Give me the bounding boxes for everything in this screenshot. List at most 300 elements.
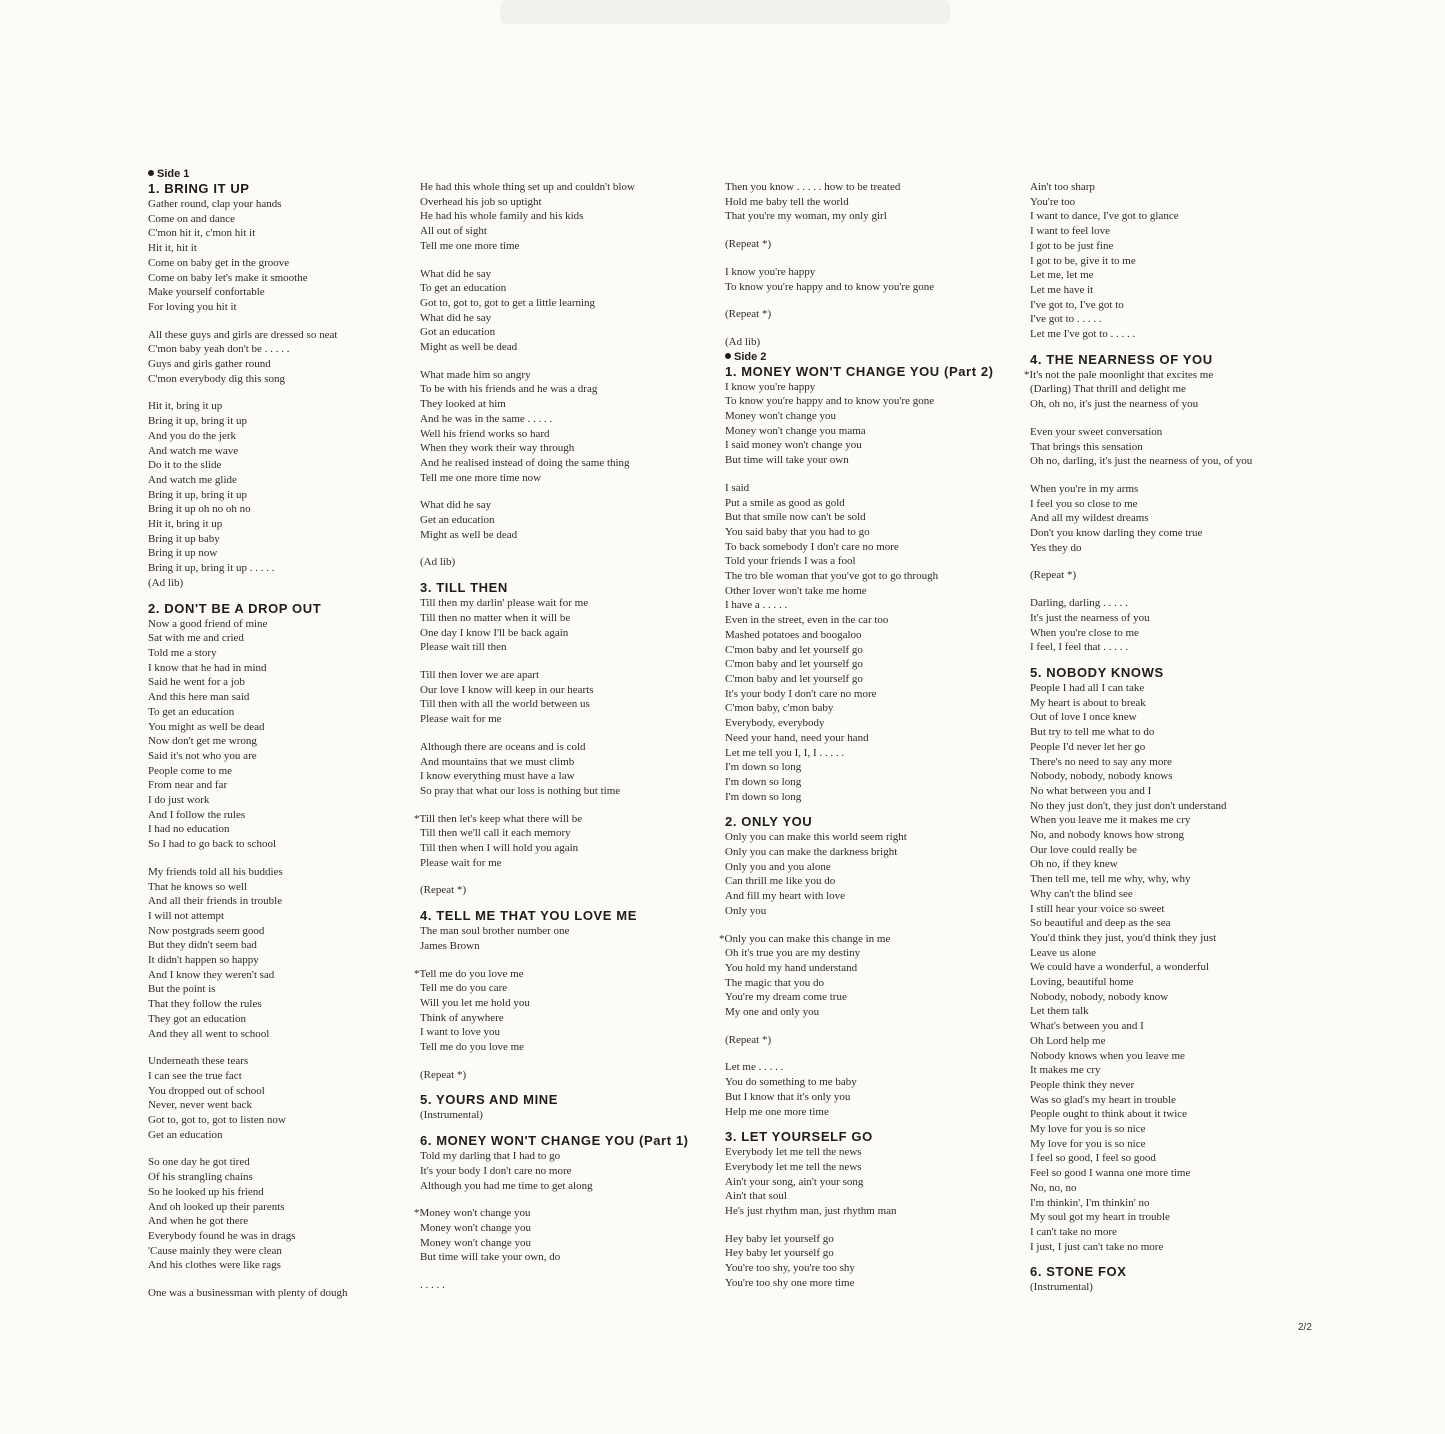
lyric-line: Ain't that soul xyxy=(725,1190,787,1203)
lyric-line: My love for you is so nice xyxy=(1030,1123,1146,1136)
top-faint-mark xyxy=(500,0,950,24)
lyric-line: I know you're happy xyxy=(725,380,816,393)
lyric-line: Mashed potatoes and boogaloo xyxy=(725,628,862,641)
lyric-line: And they all went to school xyxy=(148,1027,270,1040)
lyric-line: To back somebody I don't care no more xyxy=(725,540,899,553)
lyrics-column-2 xyxy=(414,167,710,1293)
lyric-stanza xyxy=(1024,368,1330,412)
lyric-line: But that smile now can't be sold xyxy=(725,511,866,524)
lyric-line: Loving, beautiful home xyxy=(1030,976,1134,989)
song-title: 5. NOBODY KNOWS xyxy=(1030,664,1164,680)
lyric-line: Other lover won't take me home xyxy=(725,584,867,597)
lyric-line: Come on baby get in the groove xyxy=(148,256,290,269)
lyrics-column-4 xyxy=(1024,167,1330,1295)
lyric-stanza xyxy=(725,265,1021,294)
lyric-stanza xyxy=(414,1206,710,1265)
lyric-line: Got to, got to, got to listen now xyxy=(148,1114,286,1127)
lyric-line: Sat with me and cried xyxy=(148,632,244,645)
lyric-line: You'd think they just, you'd think they just xyxy=(1030,931,1217,944)
lyric-stanza xyxy=(420,596,710,655)
lyric-stanza xyxy=(414,967,710,1055)
lyric-line: Guys and girls gather round xyxy=(148,358,271,371)
lyric-line: There's no need to say any more xyxy=(1030,755,1172,768)
lyric-line: Bring it up, bring it up xyxy=(148,488,247,501)
song-title: 1. BRING IT UP xyxy=(148,181,250,196)
lyric-line: No, and nobody knows how strong xyxy=(1030,829,1184,842)
lyric-line: And I know they weren't sad xyxy=(148,968,275,981)
lyric-stanza xyxy=(725,1060,1021,1119)
lyric-line: Bring it up oh no oh no xyxy=(148,503,251,516)
lyric-line: Oh no, darling, it's just the nearness of you, of you xyxy=(1030,455,1253,468)
lyric-line: Hit it, bring it up xyxy=(148,518,223,531)
lyric-line: That brings this sensation xyxy=(1030,440,1143,453)
lyrics-column-1 xyxy=(148,167,410,1301)
lyric-line: That you're my woman, my only girl xyxy=(725,210,887,223)
lyric-line: I know everything must have a law xyxy=(420,770,575,783)
lyric-line: Hit it, hit it xyxy=(148,242,197,255)
lyric-line: People think they never xyxy=(1030,1078,1135,1091)
lyric-line: To be with his friends and he was a drag xyxy=(420,383,598,396)
lyric-line: I got to be, give it to me xyxy=(1030,254,1136,267)
lyric-line: Till then when I will hold you again xyxy=(420,842,579,855)
lyric-line: C'mon baby and let yourself go xyxy=(725,658,863,671)
lyric-line: *Only you can make this change in me xyxy=(719,932,891,945)
lyric-stanza xyxy=(148,1054,410,1142)
lyric-line: Let me have it xyxy=(1030,283,1094,296)
lyric-line: And he was in the same . . . . . xyxy=(420,412,553,425)
lyric-line: It didn't happen so happy xyxy=(148,954,259,967)
lyric-line: You hold my hand understand xyxy=(725,961,858,974)
lyric-line: And this here man said xyxy=(148,691,250,704)
lyric-line: When you're in my arms xyxy=(1030,482,1139,495)
lyric-line: Everybody let me tell the news xyxy=(725,1160,862,1173)
lyric-line: Put a smile as good as gold xyxy=(725,496,845,509)
lyric-line: And I follow the rules xyxy=(148,808,246,821)
lyric-line: I want to feel love xyxy=(1030,225,1111,238)
lyric-line: Hey baby let yourself go xyxy=(725,1247,834,1260)
lyric-line: I feel, I feel that . . . . . xyxy=(1030,641,1129,654)
lyric-line: They got an education xyxy=(148,1012,247,1025)
lyric-line: Till then no matter when it will be xyxy=(420,611,571,624)
lyric-line: Although there are oceans and is cold xyxy=(420,740,586,753)
lyric-stanza xyxy=(420,555,710,570)
lyric-line: But try to tell me what to do xyxy=(1030,726,1155,739)
lyric-line: For loving you hit it xyxy=(148,300,237,313)
lyric-line: So he looked up his friend xyxy=(148,1185,264,1198)
song-title: 6. STONE FOX xyxy=(1030,1264,1127,1280)
lyric-line: C'mon everybody dig this song xyxy=(148,372,286,385)
lyric-line: Only you can make the darkness bright xyxy=(725,846,898,859)
lyric-stanza xyxy=(1030,482,1330,556)
lyric-stanza xyxy=(725,335,1021,350)
lyric-line: You're my dream come true xyxy=(725,991,847,1004)
lyric-line: Money won't change you xyxy=(725,410,837,423)
lyric-line: To get an education xyxy=(420,282,507,295)
lyric-line: I'm down so long xyxy=(725,775,802,788)
lyric-line: Ain't your song, ain't your song xyxy=(725,1175,864,1188)
lyric-stanza xyxy=(414,812,710,871)
record-disc-icon xyxy=(148,170,154,176)
lyric-line: Our love I know will keep in our hearts xyxy=(420,683,594,696)
lyric-line: Ain't too sharp xyxy=(1030,181,1095,193)
lyric-line: Hey baby let yourself go xyxy=(725,1232,834,1245)
lyric-stanza xyxy=(148,617,410,852)
song-title: 2. DON'T BE A DROP OUT xyxy=(148,600,322,616)
lyric-line: And watch me glide xyxy=(148,473,237,486)
lyric-line: They looked at him xyxy=(420,398,506,411)
record-disc-icon xyxy=(725,353,731,359)
lyric-line: Don't you know darling they come true xyxy=(1030,527,1203,540)
lyric-stanza xyxy=(725,481,1021,804)
lyric-line: And his clothes were like rags xyxy=(148,1259,281,1272)
lyric-line: Only you xyxy=(725,904,767,917)
lyric-line: One day I know I'll be back again xyxy=(420,626,569,639)
lyric-line: What made him so angry xyxy=(420,368,531,381)
lyric-line: Never, never went back xyxy=(148,1099,253,1112)
lyric-line: People ought to think about it twice xyxy=(1030,1108,1188,1121)
lyric-stanza xyxy=(148,197,410,315)
lyric-stanza xyxy=(420,1278,710,1293)
lyric-line: I said money won't change you xyxy=(725,439,862,452)
lyric-stanza xyxy=(420,1108,710,1123)
lyric-line: I'm down so long xyxy=(725,790,802,803)
lyric-line: Out of love I once knew xyxy=(1030,711,1137,724)
lyric-line: The tro ble woman that you've got to go through xyxy=(725,570,939,583)
lyric-line: (Darling) That thrill and delight me xyxy=(1030,383,1186,396)
lyric-line: From near and far xyxy=(148,779,228,792)
lyric-line: Got an education xyxy=(420,326,496,339)
lyric-line: And all their friends in trouble xyxy=(148,895,283,908)
lyric-line: Darling, darling . . . . . xyxy=(1030,597,1128,610)
lyric-line: Money won't change you xyxy=(420,1236,532,1249)
lyric-line: Bring it up now xyxy=(148,547,218,560)
lyric-line: Even in the street, even in the car too xyxy=(725,614,889,627)
lyric-stanza xyxy=(725,307,1021,322)
lyric-line: Yes they do xyxy=(1030,541,1082,554)
lyric-line: Nobody, nobody, nobody know xyxy=(1030,990,1169,1003)
lyric-line: Get an education xyxy=(148,1128,223,1141)
lyric-line: *It's not the pale moonlight that excites me xyxy=(1024,368,1214,381)
lyric-line: I got to be just fine xyxy=(1030,239,1114,252)
lyric-line: (Ad lib) xyxy=(725,335,761,348)
lyric-line: I know that he had in mind xyxy=(148,661,267,674)
lyric-stanza xyxy=(725,1033,1021,1048)
lyric-line: I've got to, I've got to xyxy=(1030,298,1124,311)
lyric-line: The magic that you do xyxy=(725,976,824,989)
lyric-line: Oh it's true you are my destiny xyxy=(725,947,861,960)
lyric-line: I've got to . . . . . xyxy=(1030,313,1102,326)
lyric-line: No what between you and I xyxy=(1030,784,1152,797)
lyric-line: I'm thinkin', I'm thinkin' no xyxy=(1030,1196,1150,1209)
lyric-line: James Brown xyxy=(420,939,480,952)
lyric-line: You're too shy, you're too shy xyxy=(725,1262,855,1275)
lyric-line: My one and only you xyxy=(725,1006,820,1019)
lyric-line: What did he say xyxy=(420,267,492,280)
lyric-line: We could have a wonderful, a wonderful xyxy=(1030,961,1210,974)
lyric-line: Only you and you alone xyxy=(725,860,831,873)
lyric-line: Well his friend works so hard xyxy=(420,427,550,440)
lyric-line: Till then with all the world between us xyxy=(420,698,590,711)
lyric-line: Make yourself confortable xyxy=(148,286,265,299)
lyric-line: Overhead his job so uptight xyxy=(420,195,542,208)
lyric-line: Everybody found he was in drags xyxy=(148,1230,296,1242)
lyric-line: Let me, let me xyxy=(1030,269,1094,282)
lyric-line: I want to love you xyxy=(420,1026,501,1039)
lyric-line: *Tell me do you love me xyxy=(414,967,524,980)
lyric-line: I can see the true fact xyxy=(148,1069,242,1082)
lyric-stanza xyxy=(420,180,710,254)
lyric-stanza xyxy=(1030,596,1330,655)
lyric-line: And you do the jerk xyxy=(148,429,236,442)
lyric-line: And oh looked up their parents xyxy=(148,1200,285,1213)
lyric-line: Money won't change you mama xyxy=(725,424,866,437)
lyric-line: Feel so good I wanna one more time xyxy=(1030,1167,1191,1180)
lyric-line: No they just don't, they just don't understand xyxy=(1030,799,1227,812)
lyric-line: Please wait for me xyxy=(420,856,502,869)
side-heading xyxy=(725,350,1021,364)
lyric-line: Might as well be dead xyxy=(420,528,518,541)
lyric-line: I have a . . . . . xyxy=(725,599,788,612)
lyric-line: All these guys and girls are dressed so neat xyxy=(148,328,338,341)
lyric-line: I will not attempt xyxy=(148,909,225,922)
lyric-line: Told your friends I was a fool xyxy=(725,555,856,568)
lyric-line: Leave us alone xyxy=(1030,946,1096,959)
lyric-line: That he knows so well xyxy=(148,880,247,893)
lyric-line: And all my wildest dreams xyxy=(1030,512,1149,525)
lyric-stanza xyxy=(725,180,1021,224)
lyric-line: No, no, no xyxy=(1030,1181,1077,1194)
lyric-line: I still hear your voice so sweet xyxy=(1030,902,1165,915)
lyric-line: Tell me one more time xyxy=(420,239,520,252)
lyric-line: And he realised instead of doing the same thing xyxy=(420,456,630,469)
lyric-line: Please wait for me xyxy=(420,713,502,726)
lyric-line: You're too shy one more time xyxy=(725,1276,855,1289)
lyric-line: My love for you is so nice xyxy=(1030,1137,1146,1150)
lyric-line: When you leave me it makes me cry xyxy=(1030,814,1191,827)
lyric-line: Only you can make this world seem right xyxy=(725,831,907,844)
lyric-line: Our love could really be xyxy=(1030,843,1137,856)
lyric-line: Till then lover we are apart xyxy=(420,668,540,681)
lyric-line: People I had all I can take xyxy=(1030,681,1145,694)
lyric-line: (Ad lib) xyxy=(420,556,456,569)
lyric-line: Everybody let me tell the news xyxy=(725,1146,862,1159)
lyric-line: *Till then let's keep what there will be xyxy=(414,812,583,825)
lyric-line: He had this whole thing set up and couldn't blow xyxy=(420,181,635,193)
lyric-stanza xyxy=(420,924,710,953)
lyric-line: But I know that it's only you xyxy=(725,1090,851,1103)
lyric-line: What did he say xyxy=(420,499,492,512)
lyric-line: I know you're happy xyxy=(725,265,816,278)
lyric-line: Think of anywhere xyxy=(420,1011,504,1024)
lyric-stanza xyxy=(719,932,1021,1020)
lyric-line: I do just work xyxy=(148,794,210,807)
lyric-line: (Ad lib) xyxy=(148,576,184,589)
lyric-stanza xyxy=(1030,681,1330,1254)
lyric-line: It's your body I don't care no more xyxy=(420,1164,572,1177)
lyric-line: (Instrumental) xyxy=(1030,1281,1093,1294)
lyric-line: I want to dance, I've got to glance xyxy=(1030,210,1179,223)
lyric-stanza xyxy=(148,865,410,1041)
lyric-line: Can thrill me like you do xyxy=(725,875,836,888)
song-title: 6. MONEY WON'T CHANGE YOU (Part 1) xyxy=(420,1133,689,1149)
lyric-line: Will you let me hold you xyxy=(420,996,530,1009)
lyric-line: Everybody, everybody xyxy=(725,717,825,730)
lyric-line: Why can't the blind see xyxy=(1030,887,1133,900)
lyric-stanza xyxy=(1030,180,1330,342)
lyric-line: Now a good friend of mine xyxy=(148,617,268,630)
lyric-line: You do something to me baby xyxy=(725,1076,857,1089)
lyric-line: (Repeat *) xyxy=(725,1033,772,1046)
lyric-line: Let them talk xyxy=(1030,1005,1089,1018)
lyric-line: *Money won't change you xyxy=(414,1207,531,1220)
lyric-line: (Repeat *) xyxy=(725,238,772,251)
page-number: 2/2 xyxy=(1298,1322,1312,1333)
lyric-line: What's between you and I xyxy=(1030,1020,1144,1033)
lyric-line: And fill my heart with love xyxy=(725,890,846,903)
lyric-line: You might as well be dead xyxy=(148,720,265,733)
lyric-line: All out of sight xyxy=(420,225,487,238)
lyric-line: Till then my darlin' please wait for me xyxy=(420,597,589,610)
lyric-line: But they didn't seem bad xyxy=(148,939,257,952)
lyric-line: And mountains that we must climb xyxy=(420,755,575,768)
lyric-stanza xyxy=(725,1145,1021,1219)
lyric-line: You dropped out of school xyxy=(148,1084,265,1097)
song-title: 4. TELL ME THAT YOU LOVE ME xyxy=(420,908,637,924)
lyric-line: Help me one more time xyxy=(725,1105,829,1118)
lyric-line: So pray that what our loss is nothing but time xyxy=(420,784,621,797)
lyric-line: Tell me do you care xyxy=(420,982,508,995)
lyric-stanza xyxy=(420,1149,710,1193)
lyric-line: And watch me wave xyxy=(148,444,239,457)
lyric-line: (Repeat *) xyxy=(420,884,467,897)
song-title: 4. THE NEARNESS OF YOU xyxy=(1030,351,1213,367)
lyric-line: But the point is xyxy=(148,983,216,996)
lyric-line: C'mon baby and let yourself go xyxy=(725,643,863,656)
lyric-line: Need your hand, need your hand xyxy=(725,731,869,744)
song-title: 1. MONEY WON'T CHANGE YOU (Part 2) xyxy=(725,363,994,379)
lyric-line: Nobody knows when you leave me xyxy=(1030,1049,1185,1062)
lyric-stanza xyxy=(420,668,710,727)
song-title: 3. TILL THEN xyxy=(420,580,508,596)
lyric-line: But time will take your own, do xyxy=(420,1251,561,1264)
lyric-stanza xyxy=(1030,568,1330,583)
lyric-line: Let me . . . . . xyxy=(725,1061,784,1074)
song-title: 2. ONLY YOU xyxy=(725,814,813,830)
lyric-line: (Instrumental) xyxy=(420,1109,483,1122)
lyric-stanza xyxy=(420,267,710,355)
lyric-stanza xyxy=(1030,425,1330,469)
lyric-stanza xyxy=(420,1068,710,1083)
lyric-line: C'mon baby, c'mon baby xyxy=(725,702,834,715)
lyric-line: One was a businessman with plenty of dough xyxy=(148,1287,348,1300)
lyric-line: He's just rhythm man, just rhythm man xyxy=(725,1205,897,1218)
lyric-line: Money won't change you xyxy=(420,1221,532,1234)
lyric-line: Tell me one more time now xyxy=(420,471,542,484)
lyric-line: I'm down so long xyxy=(725,761,802,774)
lyric-line: Was so glad's my heart in trouble xyxy=(1030,1093,1176,1106)
lyric-line: Said it's not who you are xyxy=(148,749,257,762)
lyric-line: C'mon baby and let yourself go xyxy=(725,672,863,685)
lyric-line: Till then we'll call it each memory xyxy=(420,827,571,840)
lyric-line: Even your sweet conversation xyxy=(1030,425,1163,438)
lyric-stanza xyxy=(420,883,710,898)
lyric-line: And when he got there xyxy=(148,1215,249,1228)
lyric-line: Hit it, bring it up xyxy=(148,400,223,413)
lyric-stanza xyxy=(148,1286,410,1301)
lyric-line: I feel so good, I feel so good xyxy=(1030,1152,1156,1165)
lyric-line: Now don't get me wrong xyxy=(148,735,257,748)
song-title: 3. LET YOURSELF GO xyxy=(725,1129,873,1145)
lyric-stanza xyxy=(1030,1280,1330,1295)
lyric-line: He had his whole family and his kids xyxy=(420,210,584,223)
lyric-line: C'mon baby yeah don't be . . . . . xyxy=(148,343,290,356)
lyric-line: To know you're happy and to know you're gone xyxy=(725,395,935,408)
lyric-stanza xyxy=(148,1155,410,1273)
lyric-line: Now postgrads seem good xyxy=(148,924,265,937)
lyric-line: What did he say xyxy=(420,311,492,324)
lyric-stanza xyxy=(420,368,710,486)
lyric-line: (Repeat *) xyxy=(1030,569,1077,582)
lyric-line: You're too xyxy=(1030,195,1076,208)
lyric-line: Might as well be dead xyxy=(420,341,518,354)
lyric-line: The man soul brother number one xyxy=(420,925,570,938)
lyric-stanza xyxy=(148,328,410,387)
lyric-line: It's your body I don't care no more xyxy=(725,687,877,700)
lyric-line: I had no education xyxy=(148,823,230,836)
lyric-line: Of his strangling chains xyxy=(148,1171,253,1184)
lyric-line: Got to, got to, got to get a little learning xyxy=(420,296,596,309)
lyric-line: When you're close to me xyxy=(1030,626,1139,639)
lyric-line: I feel you so close to me xyxy=(1030,497,1138,510)
lyric-line: People I'd never let her go xyxy=(1030,740,1146,753)
lyric-line: Bring it up baby xyxy=(148,532,220,545)
lyric-line: People come to me xyxy=(148,764,233,777)
lyric-line: My friends told all his buddies xyxy=(148,865,283,878)
lyric-line: To get an education xyxy=(148,705,235,718)
lyric-line: So one day he got tired xyxy=(148,1156,250,1169)
side-label: Side 1 xyxy=(157,168,190,180)
lyric-line: Told my darling that I had to go xyxy=(420,1150,561,1163)
lyric-stanza xyxy=(420,740,710,799)
lyric-line: Nobody, nobody, nobody knows xyxy=(1030,770,1173,783)
lyric-line: To know you're happy and to know you're gone xyxy=(725,280,935,293)
lyric-line: Let me tell you I, I, I . . . . . xyxy=(725,746,845,759)
lyric-line: 'Cause mainly they were clean xyxy=(148,1244,282,1257)
lyric-line: Tell me do you love me xyxy=(420,1041,525,1054)
lyric-line: It makes me cry xyxy=(1030,1064,1101,1077)
lyric-line: Hold me baby tell the world xyxy=(725,195,849,208)
lyric-stanza xyxy=(725,237,1021,252)
lyric-line: Let me I've got to . . . . . xyxy=(1030,328,1136,341)
lyric-line: (Repeat *) xyxy=(725,308,772,321)
lyric-line: My heart is about to break xyxy=(1030,696,1146,709)
lyric-line: Told me a story xyxy=(148,646,217,659)
lyric-line: I just, I just can't take no more xyxy=(1030,1240,1164,1253)
lyric-line: Come on baby let's make it smoothe xyxy=(148,271,308,284)
lyric-line: So I had to go back to school xyxy=(148,838,277,851)
lyric-line: Oh, oh no, it's just the nearness of you xyxy=(1030,398,1199,411)
lyric-line: Oh no, if they knew xyxy=(1030,858,1118,871)
lyric-line: You said baby that you had to go xyxy=(725,525,870,538)
lyric-line: I can't take no more xyxy=(1030,1226,1117,1238)
lyric-line: Oh Lord help me xyxy=(1030,1034,1106,1047)
lyric-line: That they follow the rules xyxy=(148,998,262,1011)
lyric-line: C'mon hit it, c'mon hit it xyxy=(148,227,256,240)
lyric-line: Come on and dance xyxy=(148,212,236,225)
lyric-line: Underneath these tears xyxy=(148,1055,249,1068)
lyric-line: When they work their way through xyxy=(420,442,575,455)
lyric-stanza xyxy=(725,1232,1021,1291)
